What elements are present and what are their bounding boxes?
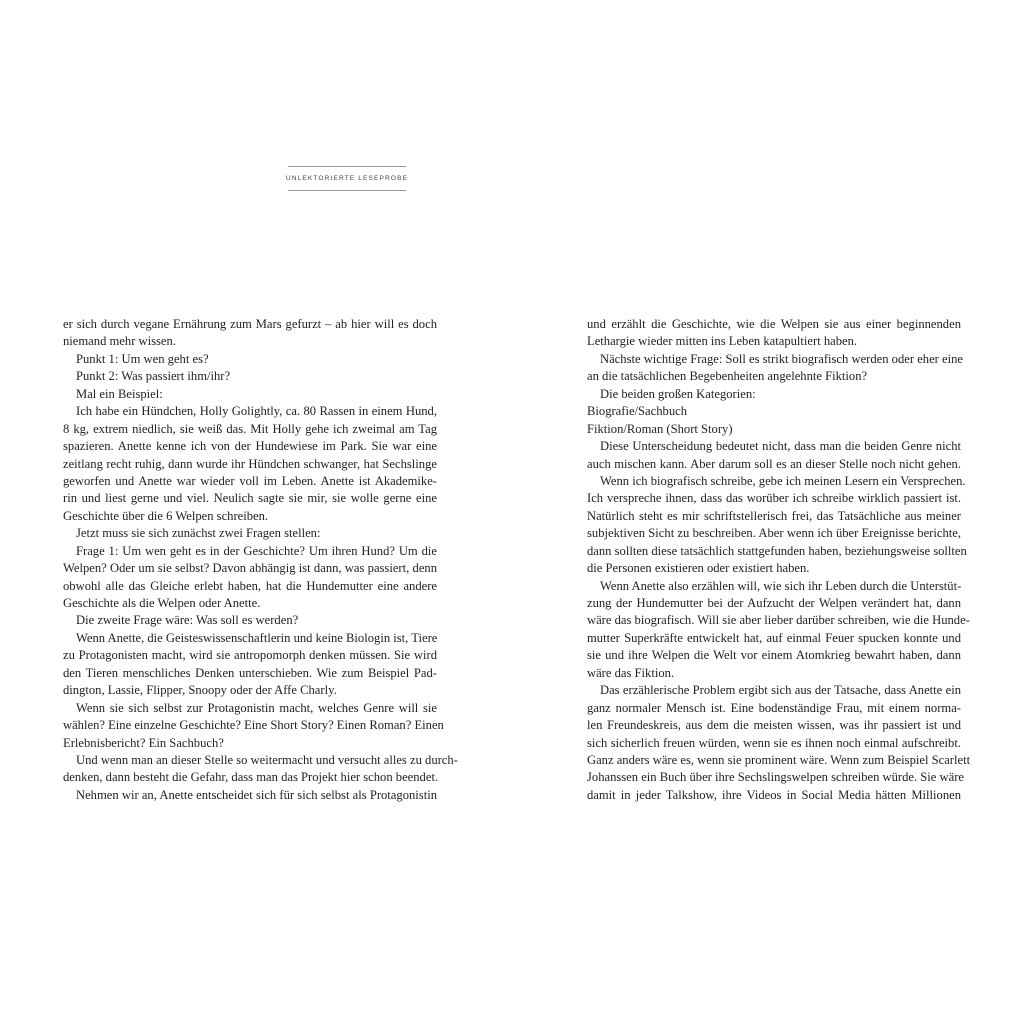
text-line: sie und ihre Welpen die Welt vor einem Atomkrieg bewahrt haben, dann — [587, 648, 961, 663]
text-line: mutter Superkräfte entwickelt hat, auf einmal Feuer spucken konnte und — [587, 630, 961, 645]
text-line: obwohl alle das Gleiche erlebt haben, hat die Hundemutter eine andere — [63, 578, 437, 593]
text-line: wäre das Fiktion. — [587, 665, 675, 680]
text-line: niemand mehr wissen. — [63, 334, 176, 349]
text-line: dann sollten diese tatsächlich stattgefunden haben, beziehungsweise sollten — [587, 543, 967, 558]
text-line: Wenn Anette, die Geisteswissenschaftlerin und keine Biologin ist, Tiere — [76, 630, 438, 645]
text-line: Und wenn man an dieser Stelle so weitermacht und versucht alles zu durch- — [76, 752, 458, 767]
text-line: er sich durch vegane Ernährung zum Mars gefurzt – ab hier will es doch — [63, 317, 437, 331]
text-line: Johanssen ein Buch über ihre Sechslingswelpen schreiben würde. Sie wäre — [587, 770, 965, 785]
text-line: denken, dann besteht die Gefahr, dass man das Projekt hier schon beendet. — [63, 770, 439, 785]
text-line: Punkt 2: Was passiert ihm/ihr? — [76, 369, 231, 384]
text-line: ganz normaler Mensch ist. Eine bodenständige Frau, mit einem norma- — [587, 700, 961, 715]
text-line: Ganz anders wäre es, wenn sie prominent wäre. Wenn zum Beispiel Scarlett — [587, 752, 971, 767]
text-line: Die zweite Frage wäre: Was soll es werden? — [76, 613, 299, 628]
text-line: Jetzt muss sie sich zunächst zwei Fragen stellen: — [76, 526, 321, 541]
text-line: Frage 1: Um wen geht es in der Geschichte? Um ihren Hund? Um die — [76, 543, 437, 558]
text-line: Fiktion/Roman (Short Story) — [587, 421, 733, 436]
text-line: wäre das biografisch. Will sie aber lieber darüber schreiben, wie die Hunde- — [587, 613, 970, 628]
text-line: Wenn sie sich selbst zur Protagonistin macht, welches Genre will sie — [76, 700, 437, 715]
text-line: Geschichte als die Welpen oder Anette. — [63, 596, 261, 610]
text-line: Das erzählerische Problem ergibt sich aus der Tatsache, dass Anette ein — [600, 683, 961, 698]
text-line: damit in jeder Talkshow, ihre Videos in Social Media hätten Millionen — [587, 787, 961, 802]
text-line: Ich habe ein Hündchen, Holly Golightly, ca. 80 Rassen in einem Hund, — [76, 404, 437, 419]
text-line: Erlebnisbericht? Ein Sachbuch? — [63, 735, 224, 750]
text-line: len Freundeskreis, aus dem die meisten wissen, was ihr passiert ist und — [587, 718, 961, 733]
text-line: den Tieren menschliches Denken unterschieben. Wie zum Beispiel Pad- — [63, 665, 437, 680]
text-line: Punkt 1: Um wen geht es? — [76, 351, 209, 366]
text-line: zung der Hundemutter bei der Aufzucht der Welpen verändert hat, dann — [587, 596, 961, 610]
text-line: Nächste wichtige Frage: Soll es strikt biografisch werden oder eher eine — [600, 351, 963, 366]
text-line: geworfen und Anette war wieder voll im Leben. Anette ist Akademike- — [63, 473, 437, 488]
text-line: wählen? Eine einzelne Geschichte? Eine Short Story? Einen Roman? Einen — [63, 718, 444, 733]
text-line: Wenn Anette also erzählen will, wie sich ihr Leben durch die Unterstüt- — [600, 578, 962, 593]
text-line: subjektiven Sicht zu beschreiben. Aber wenn ich über Ereignisse berichte, — [587, 526, 961, 541]
text-line: und erzählt die Geschichte, wie die Welpen sie aus einer beginnenden — [587, 317, 961, 331]
text-line: Nehmen wir an, Anette entscheidet sich für sich selbst als Protagonistin — [76, 787, 437, 802]
text-line: die Personen existieren oder existiert haben. — [587, 561, 810, 576]
text-line: Wenn ich biografisch schreibe, gebe ich meinen Lesern ein Versprechen. — [600, 473, 966, 488]
text-line: Diese Unterscheidung bedeutet nicht, dass man die beiden Genre nicht — [600, 439, 961, 454]
text-line: Mal ein Beispiel: — [76, 386, 163, 401]
text-line: auch mischen kann. Aber darum soll es an dieser Stelle noch nicht gehen. — [587, 456, 961, 471]
text-line: Lethargie wieder mitten ins Leben katapultiert haben. — [587, 334, 858, 349]
text-line: Natürlich steht es mir schriftstellerisch frei, das Tatsächliche aus meiner — [587, 508, 961, 523]
text-line: Biografie/Sachbuch — [587, 404, 688, 419]
text-line: Geschichte über die 6 Welpen schreiben. — [63, 508, 269, 523]
text-line: Welpen? Oder um sie selbst? Davon abhängig ist dann, was passiert, denn — [63, 561, 437, 576]
running-header — [285, 166, 409, 191]
text-line: sich sicherlich freuen würden, wenn sie es ihnen noch einmal aufschreibt. — [587, 735, 961, 750]
running-header-label: UNLEKTORIERTE LESEPROBE — [285, 175, 409, 182]
left-page-text — [63, 316, 458, 804]
text-line: Ich verspreche ihnen, dass das worüber ich schreibe wirklich passiert ist. — [587, 491, 961, 506]
text-line: an die tatsächlichen Begebenheiten angelehnte Fiktion? — [587, 369, 868, 384]
text-line: spazieren. Anette kenne ich von der Hundewiese im Park. Sie war eine — [63, 439, 437, 454]
text-line: dington, Lassie, Flipper, Snoopy oder der Affe Charly. — [63, 683, 337, 698]
right-page-text — [587, 316, 971, 804]
text-line: Die beiden großen Kategorien: — [600, 386, 756, 401]
text-line: zeitlang recht ruhig, dann wurde ihr Hündchen schwanger, hat Sechslinge — [63, 456, 437, 471]
text-line: zu Protagonisten macht, wird sie antropomorph denken müssen. Sie wird — [63, 648, 437, 663]
text-line: rin und liest gerne und viel. Neulich sagte sie mir, sie wolle gerne eine — [63, 491, 437, 506]
text-line: 8 kg, extrem niedlich, sie weiß das. Mit Holly gehe ich zweimal am Tag — [63, 421, 437, 436]
